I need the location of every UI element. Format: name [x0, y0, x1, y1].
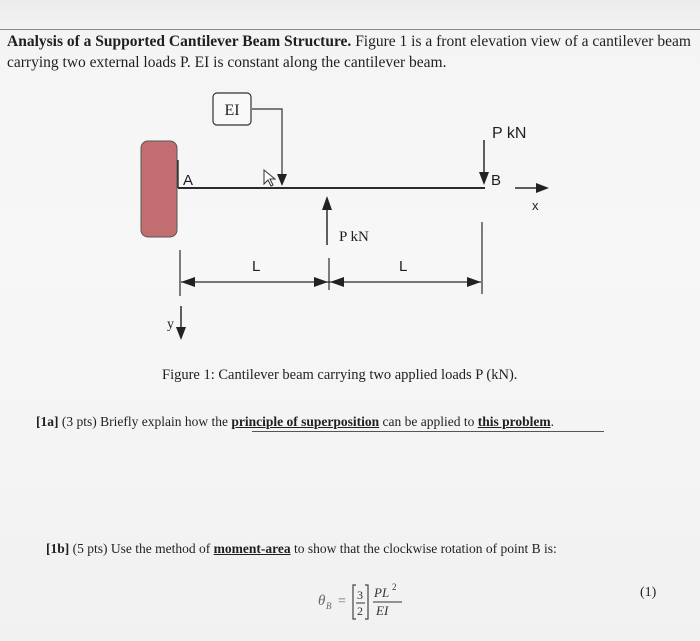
dim-arrow-3 — [330, 277, 344, 287]
eq-bracket-right — [365, 585, 368, 619]
ei-leader — [252, 109, 282, 176]
question-1b — [46, 541, 557, 557]
equation-number: (1) — [640, 585, 657, 600]
span-label-left: L — [252, 258, 261, 275]
eq-bracket-left — [353, 585, 356, 619]
eq-frac-num: 3 — [357, 588, 363, 602]
cursor-icon — [264, 170, 275, 186]
eq-num-exp: 2 — [392, 582, 397, 592]
x-axis-arrowhead — [536, 183, 549, 193]
rotation-equation — [318, 577, 428, 627]
ei-leader-arrowhead — [277, 174, 287, 186]
load-arrow-b-head — [479, 172, 489, 185]
eq-equals: = — [338, 594, 346, 609]
eq-num: PL — [374, 585, 390, 600]
load-label-b: P kN — [492, 125, 527, 142]
intro-text: Figure 1 is a front elevation view of a cantilever beam carrying two external loads P. EI is constant along the cantilever beam. — [7, 33, 691, 71]
dim-arrow-1 — [181, 277, 195, 287]
ei-label: EI — [224, 102, 240, 119]
dim-arrow-4 — [467, 277, 481, 287]
y-axis-arrowhead — [176, 327, 186, 340]
underline-rule — [252, 431, 604, 432]
x-axis-label: x — [532, 198, 539, 213]
point-b-label: B — [491, 172, 502, 189]
question-1b-points: (5 pts) Use the method of — [69, 541, 214, 556]
eq-sub: B — [326, 601, 332, 611]
y-axis-label: y — [167, 317, 174, 332]
section-title: Analysis of a Supported Cantilever Beam Structure. — [7, 33, 352, 50]
question-1a-mid: can be applied to — [379, 414, 478, 429]
eq-theta: θ — [318, 593, 326, 609]
term-this-problem: this problem — [477, 414, 551, 429]
figure-caption: Figure 1: Cantilever beam carrying two applied loads P (kN). — [162, 367, 518, 383]
eq-den: EI — [376, 603, 389, 618]
fixed-support — [141, 141, 177, 237]
span-label-right: L — [399, 258, 408, 275]
point-a-label: A — [183, 172, 194, 189]
load-label-mid: P kN — [339, 229, 369, 245]
question-1a-end: . — [550, 414, 554, 429]
question-1a-points: (3 pts) Briefly explain how the — [58, 414, 232, 429]
term-superposition: principle of superposition — [231, 414, 380, 429]
load-arrow-mid-head — [322, 196, 332, 210]
eq-frac-den: 2 — [357, 604, 363, 618]
dim-arrow-2 — [314, 277, 328, 287]
question-1a — [36, 414, 554, 430]
question-1b-tag: [1b] — [46, 541, 70, 556]
term-moment-area: moment-area — [213, 541, 291, 556]
question-1a-tag: [1a] — [36, 414, 59, 429]
question-1b-end: to show that the clockwise rotation of point B is: — [290, 541, 557, 556]
